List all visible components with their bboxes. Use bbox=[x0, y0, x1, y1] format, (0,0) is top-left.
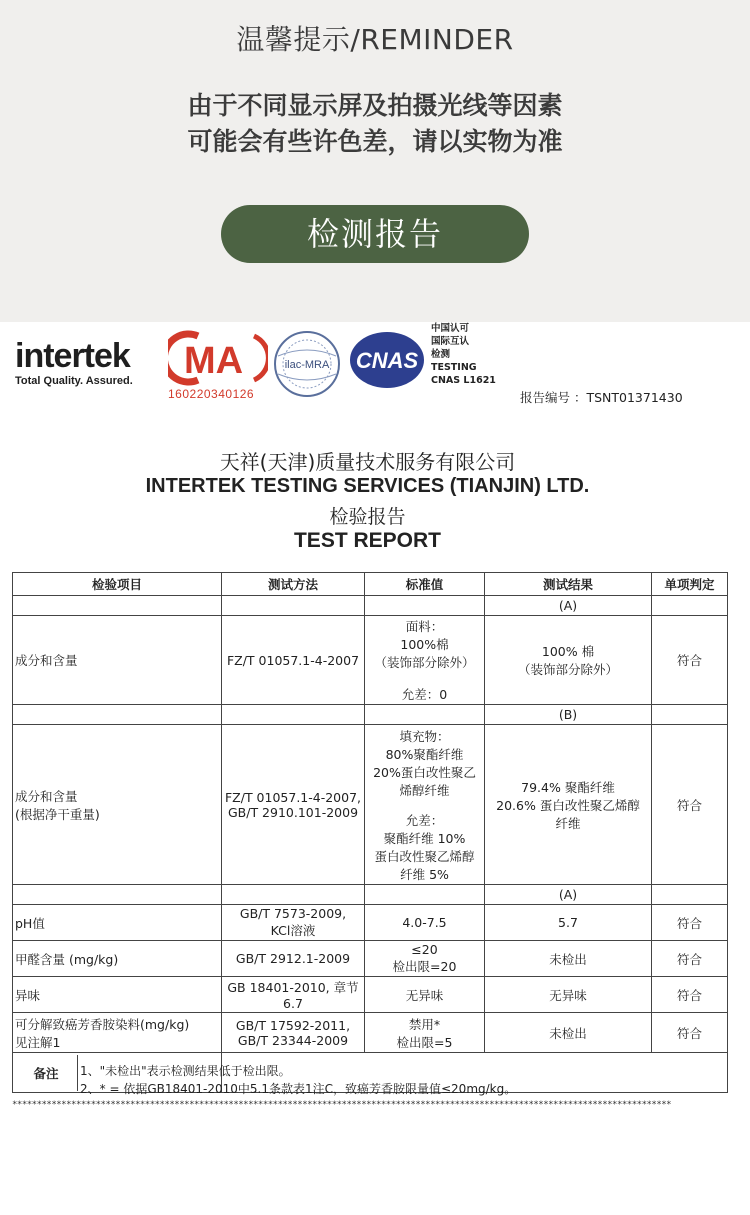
item-cell bbox=[13, 725, 222, 885]
standard-line: 允差：0 bbox=[401, 687, 448, 702]
company-name-cn: 天祥(天津)质量技术服务有限公司 bbox=[219, 450, 516, 474]
method-line: GB/T 23344-2009 bbox=[237, 1032, 349, 1048]
standard-cell: 无异味 bbox=[365, 977, 485, 1013]
intertek-wordmark: intertek bbox=[15, 337, 130, 375]
end-of-report-marker: ************************************************************************************************************************************** bbox=[12, 1100, 672, 1110]
cnas-mark-text: CNAS bbox=[355, 348, 419, 373]
standard-cell bbox=[365, 725, 485, 885]
remarks-text bbox=[80, 1062, 720, 1098]
method-line: GB/T 2910.101-2009 bbox=[227, 804, 359, 820]
method-line: KCl溶液 bbox=[270, 923, 316, 938]
cnas-line: CNAS L1621 bbox=[431, 375, 496, 386]
standard-line: ≤20 bbox=[411, 942, 438, 957]
standard-line: （装饰部分除外） bbox=[374, 655, 475, 670]
item-cell: 甲醛含量 (mg/kg) bbox=[13, 941, 222, 977]
verdict-cell: 符合 bbox=[652, 725, 728, 885]
header-cell: 单项判定 bbox=[652, 573, 728, 596]
cnas-line: 中国认可 bbox=[431, 323, 470, 334]
method-line: GB/T 17592-2011, bbox=[235, 1017, 351, 1033]
header-cell: 标准值 bbox=[365, 573, 485, 596]
section-row bbox=[13, 596, 728, 616]
method-cell: FZ/T 01057.1-4-2007 bbox=[222, 616, 365, 705]
cnas-line: 国际互认 bbox=[431, 336, 470, 347]
cnas-line: 检测 bbox=[431, 349, 451, 360]
standard-line: 100%棉 bbox=[400, 637, 449, 652]
standard-line: 禁用* bbox=[408, 1016, 441, 1032]
method-line: FZ/T 01057.1-4-2007, bbox=[224, 789, 362, 805]
result-line: 20.6% 蛋白改性聚乙烯醇 bbox=[496, 797, 640, 813]
method-line: GB 18401-2010, 章节 bbox=[227, 980, 359, 995]
ilac-mra-logo bbox=[270, 330, 344, 398]
table-row bbox=[13, 977, 728, 1013]
standard-line: 填充物： bbox=[399, 728, 450, 744]
notice-line-1: 由于不同显示屏及拍摄光线等因素 bbox=[187, 91, 563, 120]
result-cell: 无异味 bbox=[485, 977, 652, 1013]
result-line: （装饰部分除外） bbox=[517, 662, 618, 677]
standard-line: 聚酯纤维 10% bbox=[383, 830, 466, 846]
remark-line: 2、* = 依据GB18401-2010中5.1条款表1注C，致癌芳香胺限量值≤20mg/kg。 bbox=[80, 1082, 517, 1096]
method-cell bbox=[222, 977, 365, 1013]
section-label: (A) bbox=[485, 885, 652, 905]
cnas-mark-icon bbox=[348, 330, 426, 390]
remark-line: 1、"未检出"表示检测结果低于检出限。 bbox=[80, 1064, 291, 1078]
result-line: 纤维 bbox=[555, 815, 581, 831]
section-label: (B) bbox=[485, 705, 652, 725]
header-cell: 测试方法 bbox=[222, 573, 365, 596]
intertek-logo bbox=[15, 337, 165, 397]
table-row bbox=[13, 616, 728, 705]
company-name-en: INTERTEK TESTING SERVICES (TIANJIN) LTD. bbox=[145, 475, 590, 497]
method-line: 6.7 bbox=[283, 996, 303, 1011]
verdict-cell: 符合 bbox=[652, 616, 728, 705]
standard-cell bbox=[365, 941, 485, 977]
item-cell: 异味 bbox=[13, 977, 222, 1013]
table-header-row bbox=[13, 573, 728, 596]
cnas-accreditation-text bbox=[431, 322, 496, 387]
item-line: 见注解1 bbox=[15, 1034, 61, 1050]
standard-line: 80%聚酯纤维 bbox=[385, 746, 464, 762]
report-number: 报告编号 ：TSNT01371430 bbox=[520, 390, 683, 405]
ilac-text: ilac-MRA bbox=[284, 359, 330, 371]
header-cell: 检验项目 bbox=[13, 573, 222, 596]
item-line: 可分解致癌芳香胺染料(mg/kg) bbox=[15, 1016, 190, 1032]
standard-line bbox=[367, 799, 482, 811]
result-cell bbox=[485, 725, 652, 885]
standard-line: 蛋白改性聚乙烯醇 bbox=[374, 848, 475, 864]
verdict-cell: 符合 bbox=[652, 977, 728, 1013]
item-cell: pH值 bbox=[13, 905, 222, 941]
cma-mark-text: MA bbox=[184, 340, 244, 382]
test-report-document bbox=[0, 322, 750, 1215]
table-row bbox=[13, 1013, 728, 1053]
reminder-panel bbox=[0, 0, 750, 322]
method-cell bbox=[222, 1013, 365, 1053]
standard-line: 检出限=20 bbox=[392, 959, 457, 974]
result-cell: 未检出 bbox=[485, 941, 652, 977]
standard-line: 纤维 5% bbox=[400, 866, 449, 882]
result-cell: 5.7 bbox=[485, 905, 652, 941]
intertek-tagline: Total Quality. Assured. bbox=[15, 375, 133, 387]
cma-number: 160220340126 bbox=[168, 387, 255, 401]
cnas-logo bbox=[348, 330, 426, 390]
standard-cell bbox=[365, 616, 485, 705]
item-cell: 成分和含量 bbox=[13, 616, 222, 705]
item-line: 成分和含量 bbox=[15, 788, 78, 804]
verdict-cell: 符合 bbox=[652, 941, 728, 977]
result-line: 79.4% 聚酯纤维 bbox=[521, 779, 615, 795]
item-line: (根据净干重量) bbox=[15, 806, 100, 822]
standard-line bbox=[367, 671, 482, 685]
verdict-cell: 符合 bbox=[652, 905, 728, 941]
remarks-label: 备注 bbox=[33, 1065, 59, 1081]
item-cell bbox=[13, 1013, 222, 1053]
method-cell bbox=[222, 725, 365, 885]
document-title-en: TEST REPORT bbox=[293, 529, 441, 552]
standard-cell bbox=[365, 1013, 485, 1053]
test-report-button[interactable]: 检测报告 bbox=[221, 205, 529, 263]
method-cell: GB/T 2912.1-2009 bbox=[222, 941, 365, 977]
document-title-cn: 检验报告 bbox=[329, 506, 406, 528]
section-row bbox=[13, 705, 728, 725]
standard-line: 烯醇纤维 bbox=[399, 782, 450, 798]
notice-line-2: 可能会有些许色差，请以实物为准 bbox=[187, 127, 563, 156]
table-row bbox=[13, 725, 728, 885]
header-cell: 测试结果 bbox=[485, 573, 652, 596]
result-cell bbox=[485, 616, 652, 705]
table-row bbox=[13, 941, 728, 977]
method-line: GB/T 7573-2009, bbox=[239, 906, 347, 921]
standard-line: 检出限=5 bbox=[396, 1034, 453, 1050]
section-label: (A) bbox=[485, 596, 652, 616]
section-row bbox=[13, 885, 728, 905]
standard-line: 20%蛋白改性聚乙 bbox=[373, 764, 476, 780]
standard-line: 允差： bbox=[405, 812, 444, 828]
cma-logo bbox=[168, 330, 268, 406]
standard-cell: 4.0-7.5 bbox=[365, 905, 485, 941]
result-cell: 未检出 bbox=[485, 1013, 652, 1053]
method-cell bbox=[222, 905, 365, 941]
table-row bbox=[13, 905, 728, 941]
ilac-globe-icon bbox=[270, 330, 344, 398]
standard-line: 面料： bbox=[405, 619, 444, 634]
color-notice bbox=[0, 88, 750, 160]
test-results-table bbox=[12, 572, 728, 1093]
result-line: 100% 棉 bbox=[541, 644, 595, 659]
cnas-line: TESTING bbox=[431, 362, 477, 373]
verdict-cell: 符合 bbox=[652, 1013, 728, 1053]
reminder-title: 温馨提示/REMINDER bbox=[236, 23, 514, 56]
cma-mark-icon bbox=[168, 330, 268, 386]
